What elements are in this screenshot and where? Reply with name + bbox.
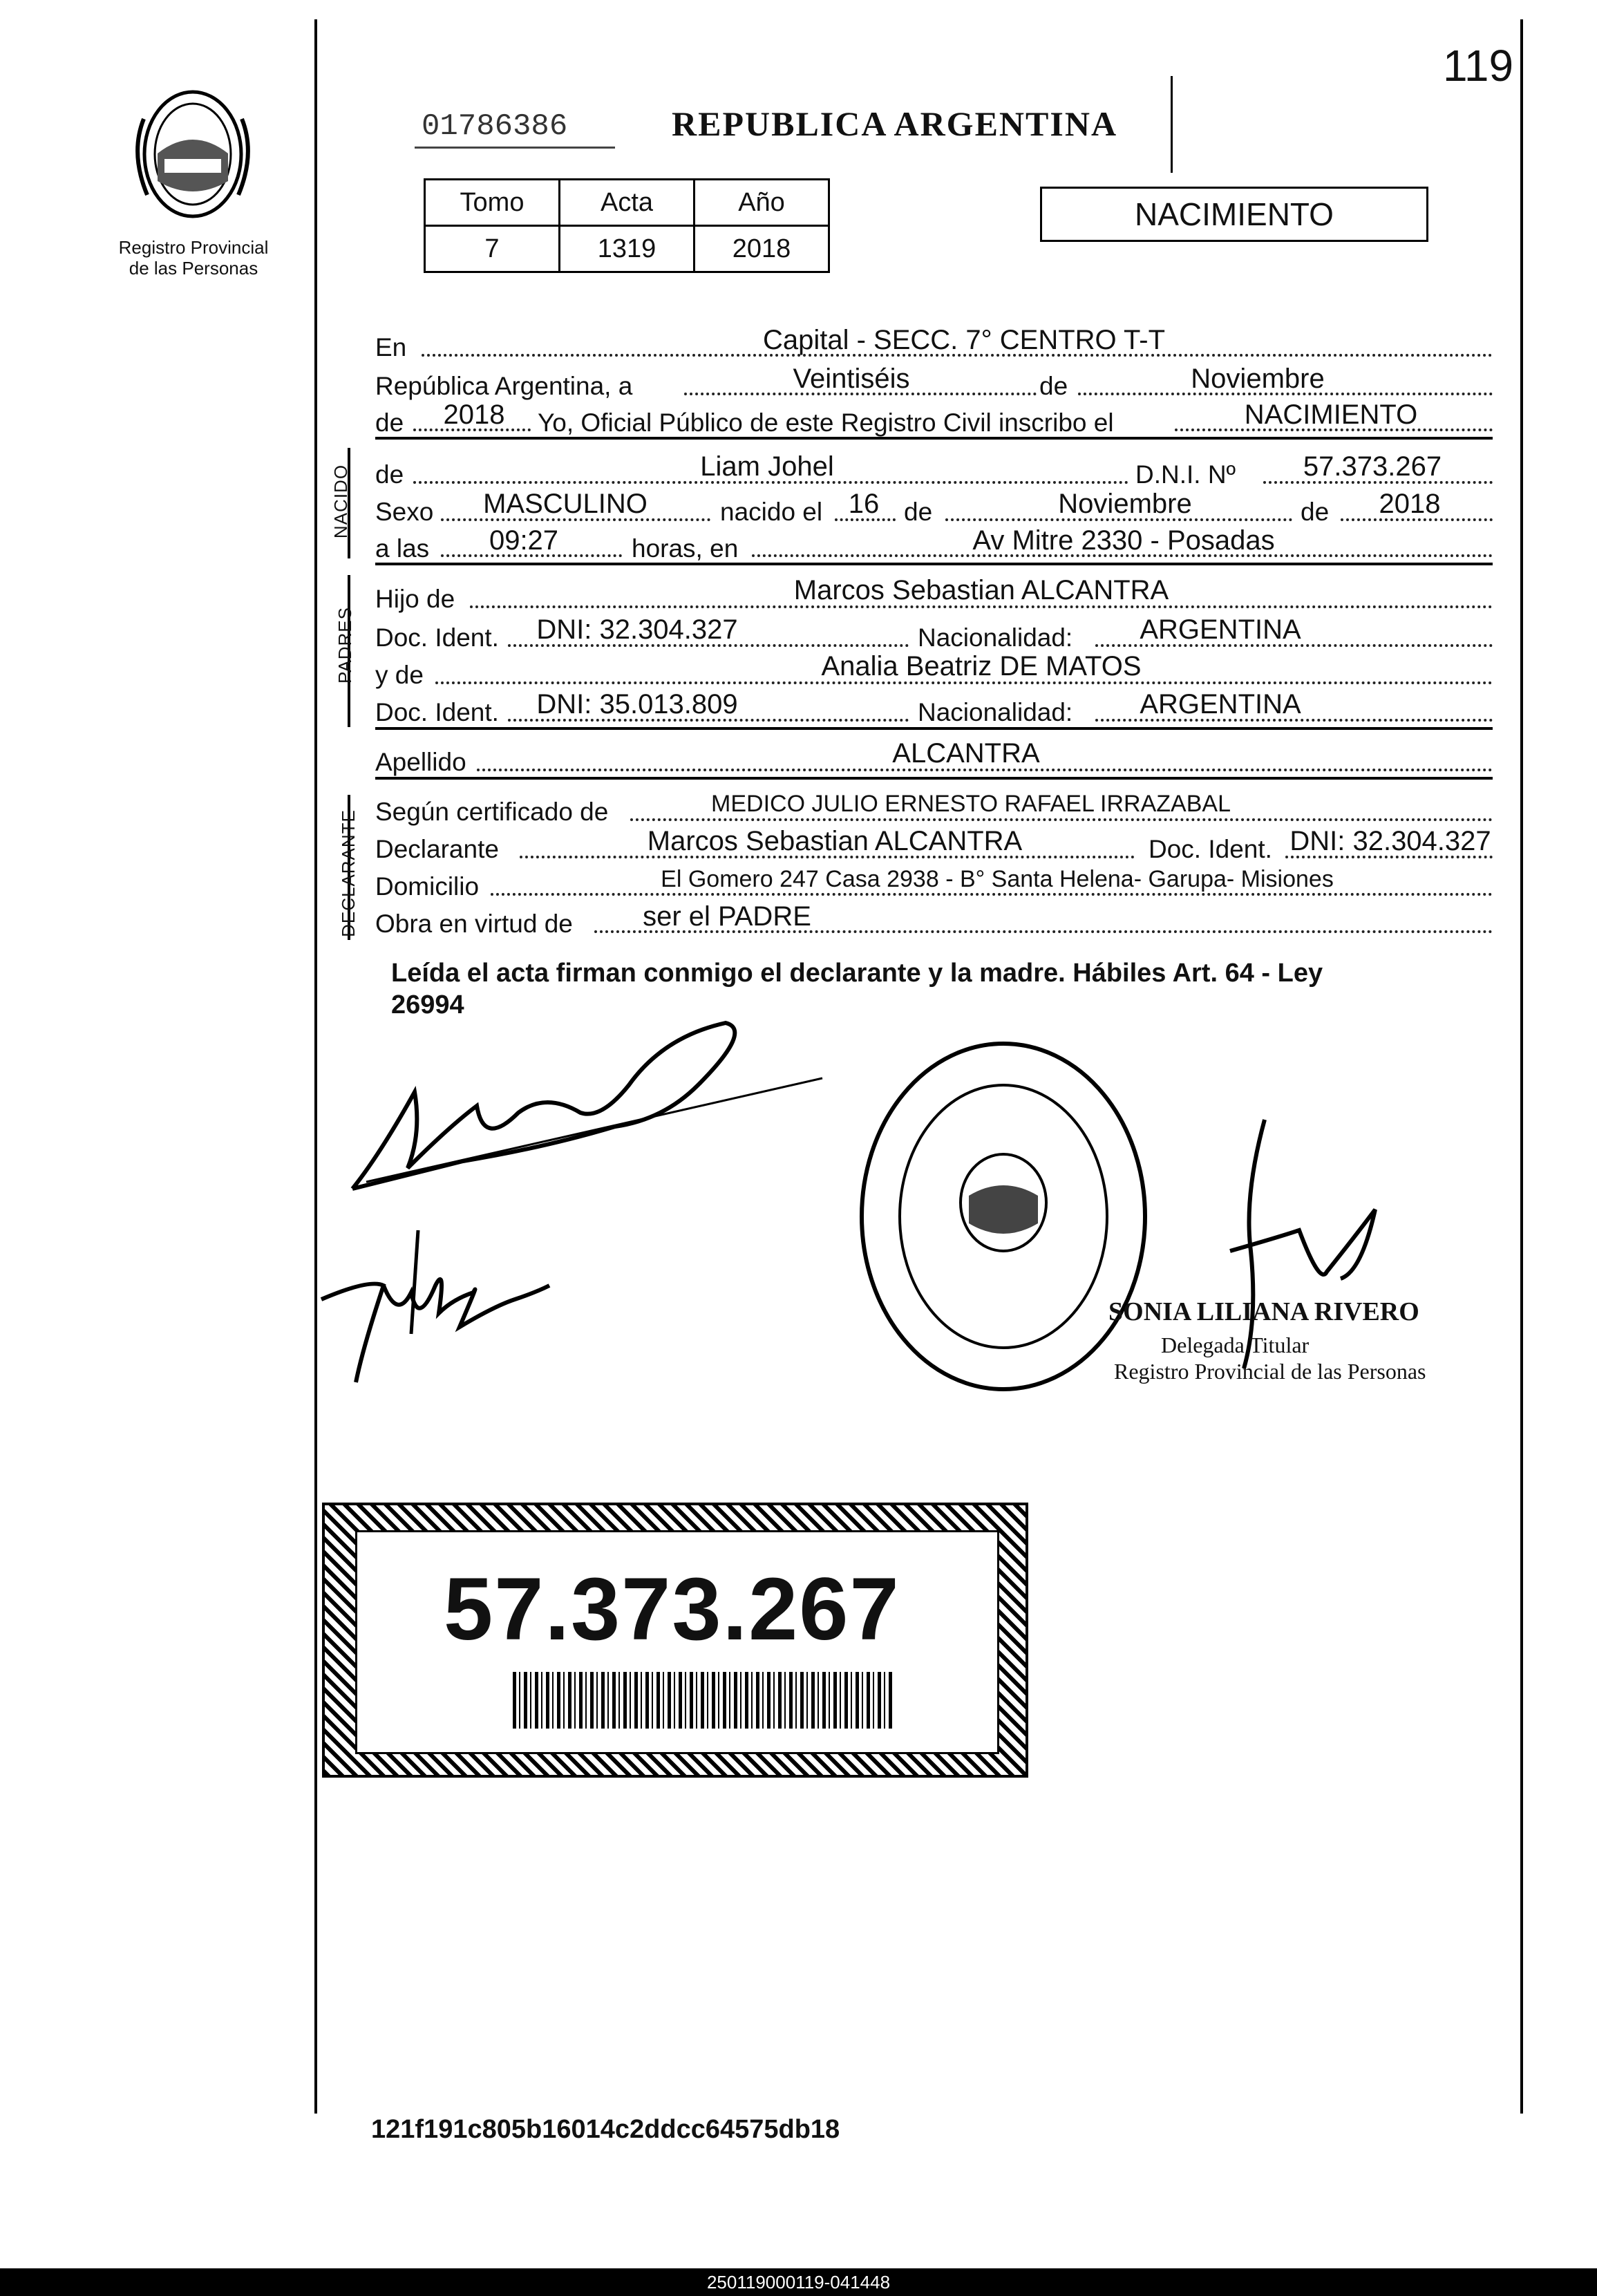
value-nac-dia: 16 (848, 489, 880, 519)
divider (375, 437, 1493, 440)
act-type-box (1040, 187, 1428, 242)
footer-id: 250119000119-041448 (706, 2272, 891, 2293)
value-hora: 09:27 (489, 525, 559, 556)
label-republica: República Argentina, a (375, 372, 633, 400)
official-role: Delegada Titular (1161, 1333, 1310, 1357)
label-horas-en: horas, en (632, 534, 739, 563)
label-declarante: Declarante (375, 835, 499, 863)
serial-number: 01786386 (422, 109, 568, 144)
label-segun: Según certificado de (375, 798, 609, 826)
label-de3: de (1301, 498, 1330, 526)
value-lugar: Capital - SECC. 7° CENTRO T-T (762, 325, 1166, 355)
label-de-year: de (375, 408, 404, 437)
page-title: REPUBLICA ARGENTINA (672, 104, 1118, 143)
label-yo: Yo, Oficial Público de este Registro Civil inscribo el (538, 408, 1114, 437)
official-name: SONIA LILIANA RIVERO (1108, 1297, 1419, 1326)
document-hash: 121f191c805b16014c2ddcc64575db18 (371, 2115, 840, 2144)
serial-underline (415, 147, 615, 149)
value-domicilio: El Gomero 247 Casa 2938 - B° Santa Helena- Garupa- Misiones (661, 866, 1334, 892)
dotted-line (491, 893, 1493, 896)
dotted-line (630, 818, 1493, 821)
label-obra: Obra en virtud de (375, 910, 573, 938)
label-nacido-el: nacido el (720, 498, 823, 526)
label-hijo-de: Hijo de (375, 585, 455, 613)
label-dni: D.N.I. Nº (1135, 460, 1236, 489)
label-doc-ident2: Doc. Ident. (375, 698, 499, 726)
right-margin-line (1520, 19, 1523, 2114)
value-certificado: MEDICO JULIO ERNESTO RAFAEL IRRAZABAL (711, 791, 1231, 817)
act-type: NACIMIENTO (1135, 196, 1334, 232)
value-declarante-doc: DNI: 32.304.327 (1289, 826, 1491, 856)
label-domicilio: Domicilio (375, 872, 480, 901)
value-obra: ser el PADRE (643, 901, 811, 932)
registry-name (104, 237, 283, 279)
barcode-icon (513, 1672, 894, 1729)
closing-line1: Leída el acta firman conmigo el declarante y la madre. Hábiles Art. 64 - Ley (391, 959, 1323, 988)
province-coat-of-arms-icon (116, 77, 270, 231)
label-en: En (375, 333, 407, 361)
value-nac-mes: Noviembre (1058, 489, 1192, 519)
signature-declarante-icon (339, 1009, 836, 1216)
value-nombre: Liam Johel (700, 451, 834, 482)
title-mark (1171, 76, 1173, 173)
divider (375, 727, 1493, 730)
value-acto: NACIMIENTO (1244, 399, 1418, 430)
dotted-line (477, 769, 1493, 771)
label-nacionalidad: Nacionalidad: (918, 623, 1073, 652)
dotted-line (435, 681, 1493, 684)
dni-stamp-inner (355, 1530, 999, 1754)
table-cell: 1319 (560, 226, 694, 272)
label-sexo: Sexo (375, 498, 434, 526)
table-cell: 7 (425, 226, 560, 272)
page-number: 119 (1443, 41, 1514, 91)
footer-bar (0, 2268, 1597, 2296)
value-dni: 57.373.267 (1303, 451, 1442, 482)
value-madre-nac: ARGENTINA (1140, 689, 1301, 719)
official-office: Registro Provincial de las Personas (1114, 1359, 1426, 1384)
dni-stamp (322, 1503, 1028, 1778)
official-seal-icon (851, 1037, 1155, 1396)
value-declarante: Marcos Sebastian ALCANTRA (647, 826, 1023, 856)
value-padre-doc: DNI: 32.304.327 (536, 614, 738, 645)
registry-line1: Registro Provincial (118, 237, 269, 258)
value-anio: 2018 (443, 399, 505, 430)
registry-line2: de las Personas (129, 258, 258, 279)
table-header: Acta (560, 180, 694, 226)
value-apellido: ALCANTRA (892, 738, 1040, 769)
label-a-las: a las (375, 534, 430, 563)
dni-stamp-number: 57.373.267 (444, 1560, 900, 1659)
value-padre: Marcos Sebastian ALCANTRA (793, 575, 1169, 605)
label-de: de (1039, 372, 1068, 400)
label-de2: de (904, 498, 933, 526)
table-cell: 2018 (694, 226, 829, 272)
table-header: Tomo (425, 180, 560, 226)
value-mes: Noviembre (1191, 364, 1325, 394)
value-sexo: MASCULINO (483, 489, 648, 519)
divider (375, 777, 1493, 780)
label-de-name: de (375, 460, 404, 489)
label-y-de: y de (375, 661, 424, 689)
label-nacionalidad2: Nacionalidad: (918, 698, 1073, 726)
signature-mother-icon (314, 1223, 563, 1389)
label-apellido: Apellido (375, 748, 466, 776)
value-dia: Veintiséis (793, 364, 910, 394)
value-madre: Analia Beatriz DE MATOS (821, 651, 1142, 681)
value-nac-anio: 2018 (1379, 489, 1441, 519)
label-doc-ident3: Doc. Ident. (1149, 835, 1272, 863)
value-lugar-nac: Av Mitre 2330 - Posadas (972, 525, 1275, 556)
table-header: Año (694, 180, 829, 226)
dotted-line (470, 605, 1493, 608)
section-tab-nacido: NACIDO (330, 464, 352, 539)
section-tab-padres: PADRES (334, 607, 355, 684)
closing-line2: 26994 (391, 990, 464, 1019)
value-padre-nac: ARGENTINA (1140, 614, 1301, 645)
record-table (424, 178, 830, 273)
left-margin-line (314, 19, 317, 2114)
section-tab-declarante: DECLARANTE (337, 809, 359, 937)
value-madre-doc: DNI: 35.013.809 (536, 689, 738, 719)
label-doc-ident: Doc. Ident. (375, 623, 499, 652)
divider (375, 563, 1493, 565)
